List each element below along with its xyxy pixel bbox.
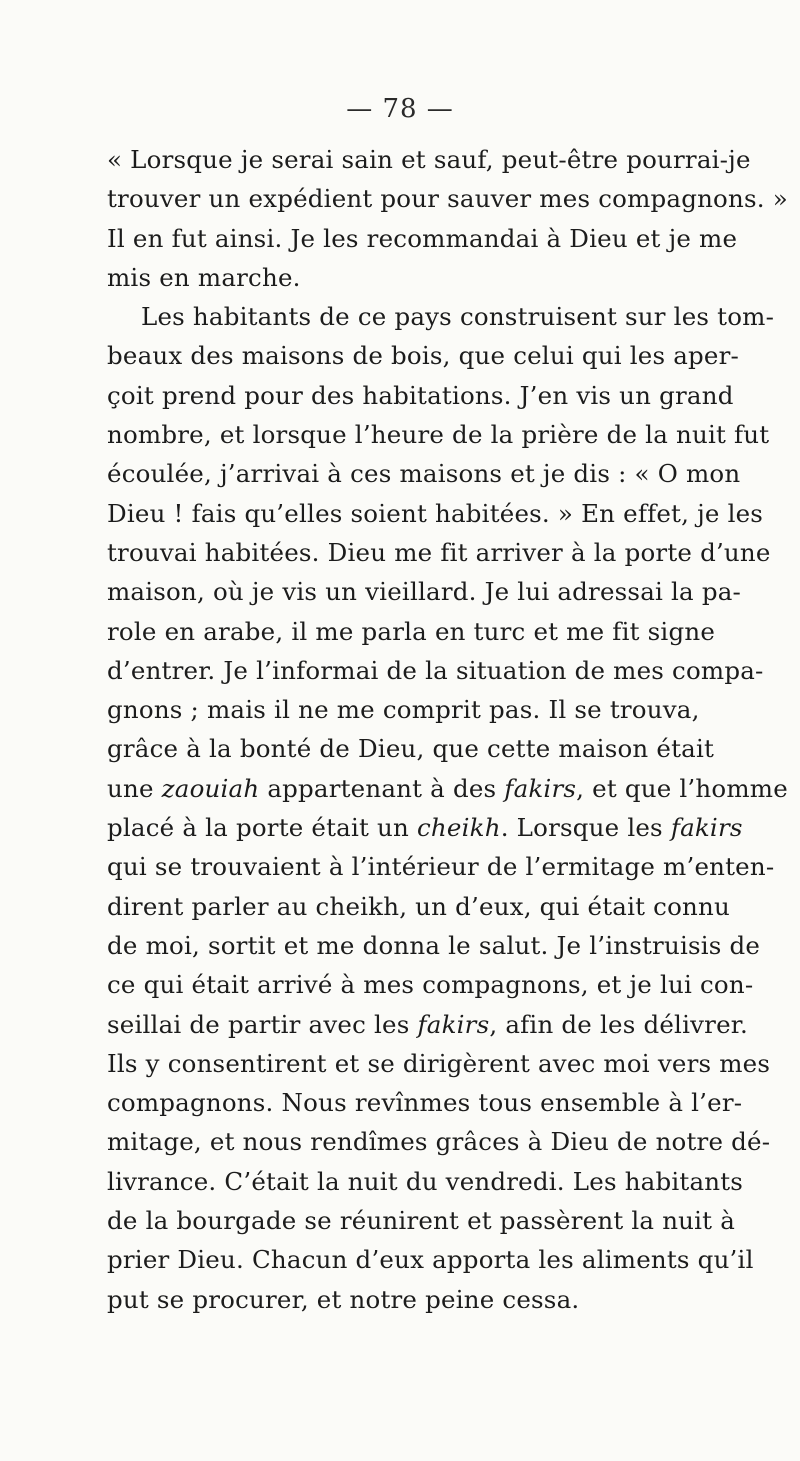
text-line [107, 454, 741, 493]
text-segment: beaux des maisons de bois, que celui qui les aper- [107, 341, 740, 371]
text-line [107, 612, 716, 651]
text-segment: de moi, sortit et me donna le salut. Je l’instruisis de [107, 930, 761, 960]
text-line [107, 729, 715, 768]
text-line [107, 1201, 736, 1240]
text-segment: grâce à la bonté de Dieu, que cette maison était [107, 734, 715, 764]
text-line [107, 926, 761, 965]
text-segment: , et que l’homme [576, 773, 788, 803]
text-segment: Ils y consentirent et se dirigèrent avec moi vers mes [107, 1048, 771, 1078]
body-text [107, 140, 788, 1319]
text-segment: mitage, et nous rendîmes grâces à Dieu de notre dé- [107, 1127, 771, 1157]
text-line [107, 690, 699, 729]
text-segment: une [107, 773, 162, 803]
italic-term: fakirs [504, 773, 577, 803]
text-segment: . Lorsque les [500, 813, 671, 843]
text-segment: put se procurer, et notre peine cessa. [107, 1284, 580, 1314]
text-line [107, 297, 775, 336]
text-segment: écoulée, j’arrivai à ces maisons et je dis : « O mon [107, 459, 741, 489]
text-segment: nombre, et lorsque l’heure de la prière de la nuit fut [107, 420, 770, 450]
text-segment: seillai de partir avec les [107, 1009, 418, 1039]
text-segment: Les habitants de ce pays construisent sur les tom- [141, 302, 775, 332]
text-segment: prier Dieu. Chacun d’eux apporta les aliments qu’il [107, 1245, 754, 1275]
text-line [107, 1240, 754, 1279]
text-line [107, 1083, 743, 1122]
text-line [107, 1005, 748, 1044]
text-segment: ce qui était arrivé à mes compagnons, et je lui con- [107, 970, 754, 1000]
page-number: — 78 — [346, 94, 454, 124]
text-line [107, 965, 754, 1004]
text-segment: trouvai habitées. Dieu me fit arriver à la porte d’une [107, 537, 771, 567]
text-line [107, 847, 775, 886]
text-line [107, 1122, 771, 1161]
text-segment: , afin de les délivrer. [489, 1009, 748, 1039]
text-segment: qui se trouvaient à l’intérieur de l’ermitage m’enten- [107, 852, 775, 882]
italic-term: cheikh [417, 813, 501, 843]
text-line [107, 651, 764, 690]
text-line [107, 887, 730, 926]
text-segment: « Lorsque je serai sain et sauf, peut-être pourrai-je [107, 145, 751, 174]
text-line [107, 1280, 699, 1319]
italic-term: fakirs [417, 1009, 490, 1039]
text-segment: Dieu ! fais qu’elles soient habitées. » En effet, je les [107, 498, 764, 528]
text-line [107, 376, 734, 415]
text-line [107, 572, 742, 611]
text-line [107, 140, 751, 179]
text-segment: Il en fut ainsi. Je les recommandai à Dieu et je me [107, 223, 738, 253]
text-segment: de la bourgade se réunirent et passèrent la nuit à [107, 1206, 736, 1236]
text-segment: appartenant à des [259, 773, 505, 803]
text-line [107, 1162, 744, 1201]
text-line [107, 533, 771, 572]
text-line [107, 336, 740, 375]
text-line [107, 219, 738, 258]
text-segment: maison, où je vis un vieillard. Je lui adressai la pa- [107, 577, 742, 607]
text-segment: mis en marche. [107, 262, 301, 292]
text-segment: d’entrer. Je l’informai de la situation de mes compa- [107, 655, 764, 685]
text-segment: çoit prend pour des habitations. J’en vis un grand [107, 380, 734, 410]
text-segment: role en arabe, il me parla en turc et me fit signe [107, 616, 716, 646]
text-line [107, 179, 788, 218]
text-segment: trouver un expédient pour sauver mes compagnons. » [107, 184, 788, 214]
text-line [107, 808, 743, 847]
text-segment: compagnons. Nous revînmes tous ensemble à l’er- [107, 1088, 743, 1118]
text-segment: dirent parler au cheikh, un d’eux, qui était connu [107, 891, 730, 921]
italic-term: zaouiah [161, 773, 260, 803]
text-line [107, 494, 764, 533]
text-segment: placé à la porte était un [107, 813, 418, 843]
text-line [107, 415, 770, 454]
text-line [107, 258, 699, 297]
text-line [107, 769, 788, 808]
text-line [107, 1044, 771, 1083]
text-segment: livrance. C’était la nuit du vendredi. Les habitants [107, 1166, 744, 1196]
italic-term: fakirs [670, 813, 743, 843]
text-segment: gnons ; mais il ne me comprit pas. Il se trouva, [107, 695, 700, 725]
